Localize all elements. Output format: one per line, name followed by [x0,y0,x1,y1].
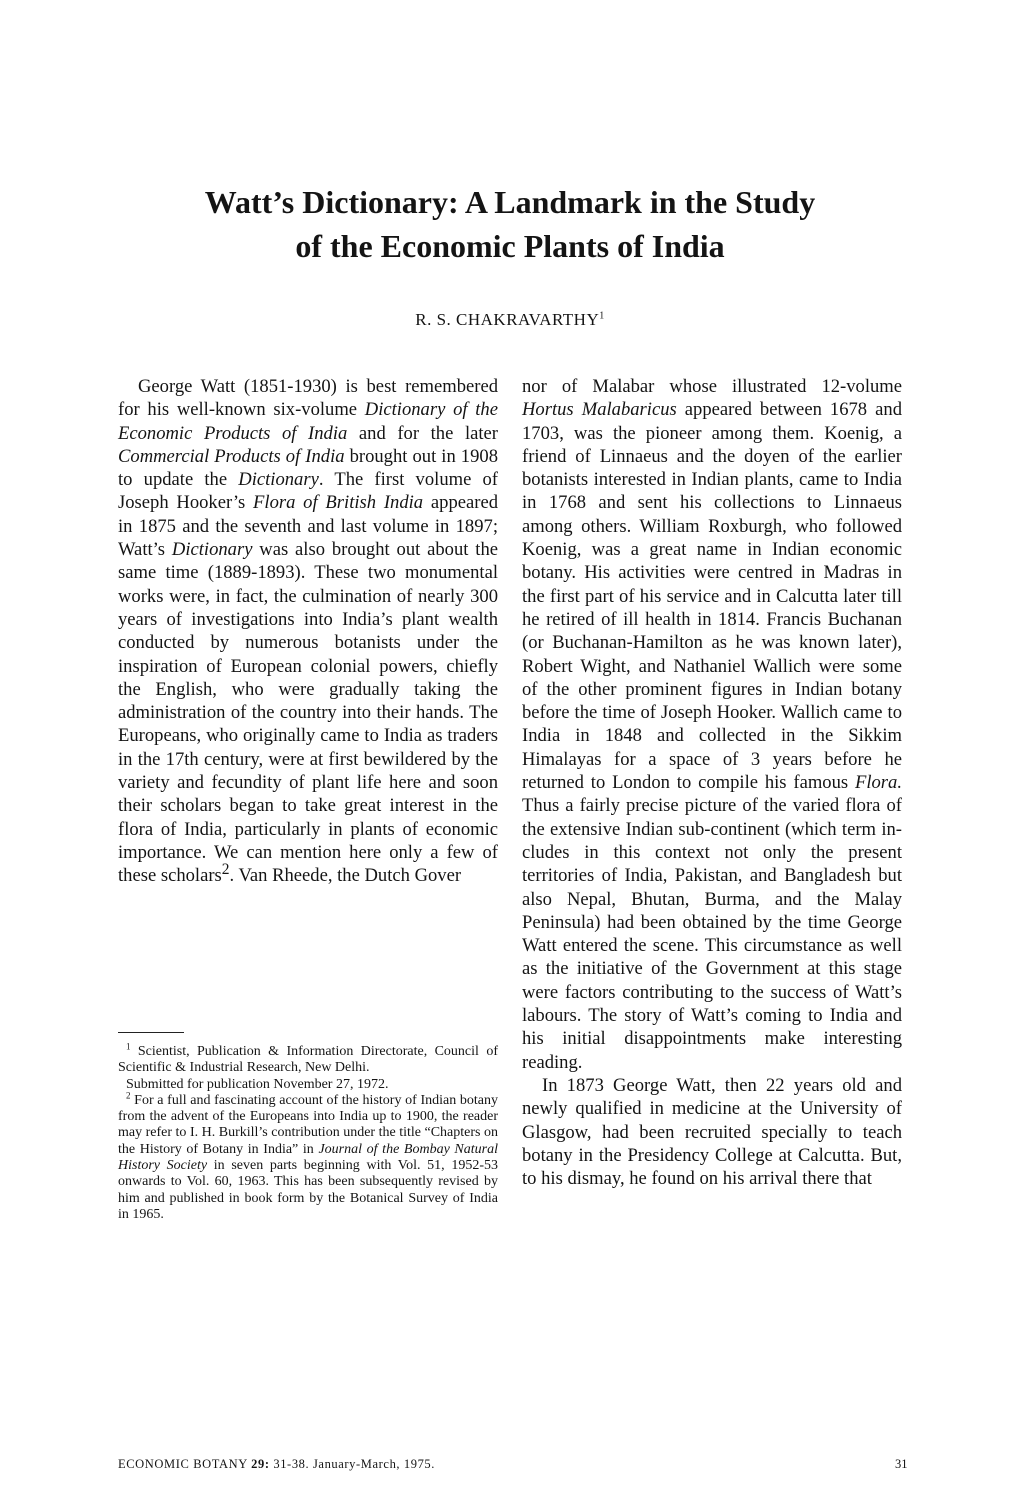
footnote-text: Scientist, Publication & Information Directorate, Council of Scientific & Industrial Research, New Delhi. [118,1044,498,1076]
journal-name: ECONOMIC BOTANY [118,1457,248,1471]
text-run: brought out in 1908 to update the [118,445,498,491]
footnote-mark: 1 [126,1041,131,1052]
text-run: was also brought out about the same time (1889-1893). These two monumental works were, in fact, the culmination of nearly 300 years of investigations into India’s plant wealth conducted by numerous botanists under the inspiration of European colonial powers, chiefly the English, who were gradually taking the administration of the country into their hands. The Europeans, who originally came to India as traders in the 17th century, were at first bewildered by the variety and fecundity of plant life here and soon their scholars began to take great interest in the flora of India, particularly in plants of economic importance. We can mention here only a few of these scholars [118,539,498,887]
body-column-left [118,375,498,888]
italic-title: Journal of the Bombay Natural History Society [118,1141,498,1174]
italic-title: Flora. [854,772,902,794]
author-byline [110,310,910,330]
footnote-mark: 2 [126,1090,131,1101]
footnote-text: For a full and fascinating account of the history of Indian botany from the advent of the Europeans into India up to 1900, the reader may refer to I. H. Burkill’s contribution under the title “Chapters on the History of Botany in India” in [118,1092,498,1157]
text-run: George Watt (1851-1930) is best remembered for his well-known six-volume [118,376,498,421]
italic-title: Hortus Malabaricus [522,399,677,421]
footnotes [118,1041,499,1223]
text-run: . The first volume of Joseph Hooker’s [118,469,498,514]
text-run: . Van Rheede, the Dutch Gover [229,865,462,887]
author-name: R. S. CHAKRAVARTHY [415,310,600,329]
italic-title: Commercial Products of India [118,445,345,467]
paragraph [118,375,498,888]
italic-title: Flora of British India [253,492,424,514]
text-run: nor of Malabar whose illustrated 12-volume [522,376,902,397]
paragraph [522,375,902,1074]
paragraph: In 1873 George Watt, then 22 years old and newly qualified in medicine at the University of Glasgow, had been recruited specially to teach botany in the Presidency College at Calcutta. But, to his dismay, he found on his arrival there that [522,1074,902,1190]
author-footnote-mark: 1 [599,310,605,322]
footnote-ref: 2 [221,861,230,879]
journal-volume: 29: [251,1457,270,1471]
footnote-1 [118,1041,498,1077]
article-title-line-1: Watt’s Dictionary: A Landmark in the Study [204,184,816,220]
submission-note: Submitted for publication November 27, 1972. [126,1076,389,1092]
italic-title: Dictionary of the Economic Products of India [118,399,498,444]
italic-title: Dictionary [238,469,319,491]
page-number: 31 [895,1457,908,1471]
body-column-right [522,375,902,1190]
journal-citation [118,1457,435,1472]
footnote-divider [118,1032,184,1033]
journal-pages-date: 31-38. January-March, 1975. [269,1457,435,1471]
text-run: appeared between 1678 and 1703, was the pioneer among them. Koenig, a friend of Linnaeus and the doyen of the earlier botanists interested in Indian plants, came to India in 1768 and sent his collections to Linnaeus among others. William Roxburgh, who followed Koenig, was a great name in Indian economic botany. His activities were centred in Madras in the first part of his service and in Calcutta later till he retired of ill health in 1814. Francis Buchanan (or Buchanan-Hamilton as he was known later), Robert Wight, and Nathaniel Wallich were some of the other prominent figures in Indian botany before the time of Joseph Hooker. Wallich came to India in 1848 and collected in the Sikkim Himalayas for a space of 3 years before he returned to London to compile his famous [522,399,902,794]
article-title-line-2: of the Economic Plants of India [295,228,725,264]
italic-title: Dictionary [171,539,253,561]
footnote-2 [118,1090,499,1223]
article-title [110,180,910,268]
text-run: Thus a fairly precise picture of the varied flora of the extensive Indian sub-continent (which term includes in this context not only the present territories of India, Pakistan, and Bangladesh but also Nepal, Bhutan, Burma, and the Malay Peninsula) had been obtained by the time George Watt entered the scene. This circumstance as well as the initiative of the Government at this stage were factors contributing to the success of Watt’s labours. The story of Watt’s coming to India and his initial disappointments make interesting reading. [522,795,902,1073]
text-run: and for the later [347,422,498,444]
text-run: appeared in 1875 and the seventh and last volume in 1897; Watt’s [118,492,498,561]
footnote-text: in seven parts beginning with Vol. 51, 1952-53 onwards to Vol. 60, 1963. This has been subsequently revised by him and published in book form by the Botanical Survey of India in 1965. [118,1158,499,1222]
